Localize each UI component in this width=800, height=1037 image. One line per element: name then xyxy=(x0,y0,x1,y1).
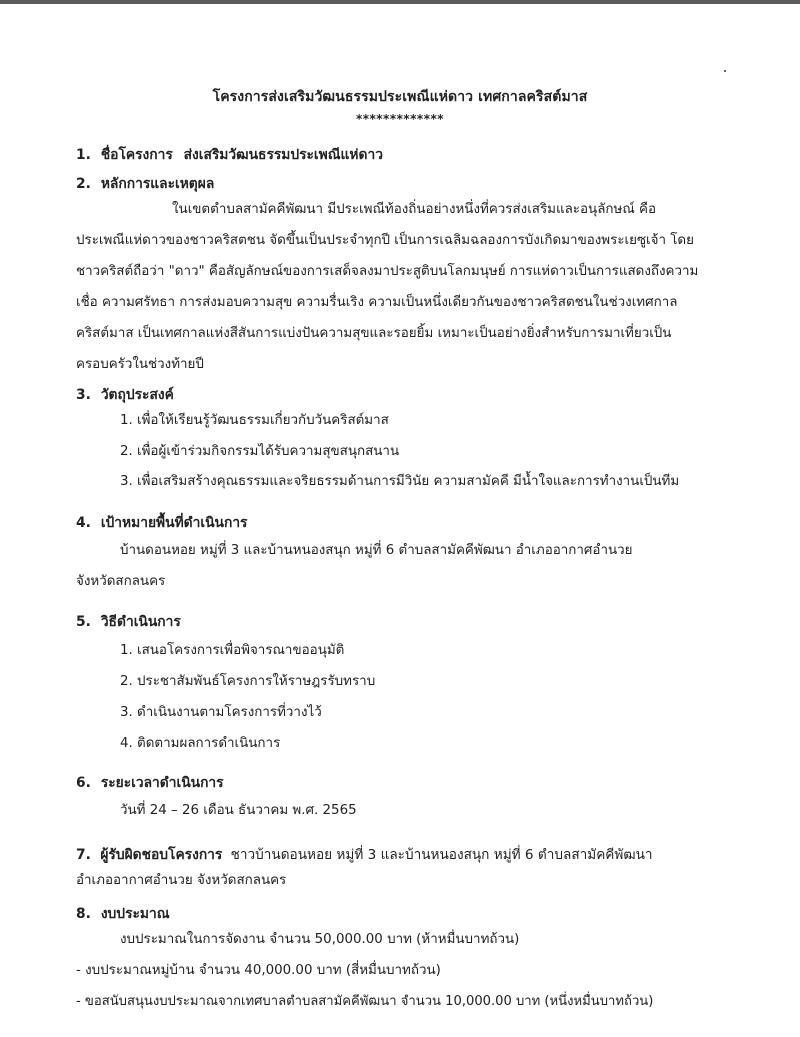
objective-item: 2. เพื่อผู้เข้าร่วมกิจกรรมได้รับความสุขสนุกสนาน xyxy=(120,444,400,459)
method-item: 4. ติดตามผลการดำเนินการ xyxy=(120,736,281,751)
section-6-heading xyxy=(76,774,224,792)
rationale-line: ชาวคริสต์ถือว่า "ดาว" คือสัญลักษณ์ของการเสด็จลงมาประสูติบนโลกมนุษย์ การแห่ดาวเป็นการแสดงถึงความ xyxy=(76,264,699,279)
responsible-text: ชาวบ้านดอนหอย หมู่ที่ 3 และบ้านหนองสนุก หมู่ที่ 6 ตำบลสามัคคีพัฒนา xyxy=(230,847,653,863)
document-title: โครงการส่งเสริมวัฒนธรรมประเพณีแห่ดาว เทศกาลคริสต์มาส xyxy=(212,89,588,105)
section-number: 4. xyxy=(76,515,91,531)
section-number: 1. xyxy=(76,147,91,163)
budget-line: - ขอสนับสนุนงบประมาณจากเทศบาลตำบลสามัคคีพัฒนา จำนวน 10,000.00 บาท (หนึ่งหมื่นบาทถ้วน) xyxy=(76,994,654,1009)
section-8-heading xyxy=(76,905,170,923)
objective-item: 1. เพื่อให้เรียนรู้วัฒนธรรมเกี่ยวกับวันคริสต์มาส xyxy=(120,413,389,428)
target-area-line: บ้านดอนหอย หมู่ที่ 3 และบ้านหนองสนุก หมู่ที่ 6 ตำบลสามัคคีพัฒนา อำเภออากาศอำนวย xyxy=(120,543,633,558)
section-number: 7. xyxy=(76,847,91,863)
method-item: 3. ดำเนินงานตามโครงการที่วางไว้ xyxy=(120,705,322,720)
rationale-line: คริสต์มาส เป็นเทศกาลแห่งสีสันการแบ่งปันความสุขและรอยยิ้ม เหมาะเป็นอย่างยิ่งสำหรับการมาเที่ยวเป็น xyxy=(76,326,672,341)
section-number: 3. xyxy=(76,387,91,403)
section-heading: งบประมาณ xyxy=(100,906,170,922)
section-5-heading xyxy=(76,613,181,631)
section-heading: เป้าหมายพื้นที่ดำเนินการ xyxy=(100,515,248,531)
section-4-heading xyxy=(76,514,247,532)
budget-line: - งบประมาณหมู่บ้าน จำนวน 40,000.00 บาท (สี่หมื่นบาทถ้วน) xyxy=(76,963,441,978)
objective-item: 3. เพื่อเสริมสร้างคุณธรรมและจริยธรรมด้านการมีวินัย ความสามัคคี มีน้ำใจและการทำงานเป็นทีม xyxy=(120,474,680,489)
rationale-line: ในเขตตำบลสามัคคีพัฒนา มีประเพณีท้องถิ่นอย่างหนึ่งที่ควรส่งเสริมและอนุลักษณ์ คือ xyxy=(172,202,657,217)
responsible-text-2: อำเภออากาศอำนวย จังหวัดสกลนคร xyxy=(76,873,287,888)
target-area-line: จังหวัดสกลนคร xyxy=(76,574,166,589)
section-7 xyxy=(76,846,653,864)
section-3-heading xyxy=(76,386,174,404)
section-heading: หลักการและเหตุผล xyxy=(100,176,215,192)
title-separator: ************* xyxy=(355,112,445,126)
section-heading: วิธีดำเนินการ xyxy=(100,614,181,630)
section-heading: ชื่อโครงการ xyxy=(100,147,173,163)
section-heading: ผู้รับผิดชอบโครงการ xyxy=(100,847,223,863)
rationale-line: ครอบครัวในช่วงท้ายปี xyxy=(76,357,204,372)
section-heading: ระยะเวลาดำเนินการ xyxy=(100,775,224,791)
method-item: 2. ประชาสัมพันธ์โครงการให้ราษฎรรับทราบ xyxy=(120,674,376,689)
section-number: 5. xyxy=(76,614,91,630)
project-name: ส่งเสริมวัฒนธรรมประเพณีแห่ดาว xyxy=(183,147,383,163)
method-item: 1. เสนอโครงการเพื่อพิจารณาขออนุมัติ xyxy=(120,643,345,658)
rationale-line: เชื่อ ความศรัทธา การส่งมอบความสุข ความรื่นเริง ความเป็นหนึ่งเดียวกันของชาวคริสตชนในช่วงเทศกาล xyxy=(76,295,678,310)
section-2-heading xyxy=(76,175,214,193)
duration-text: วันที่ 24 – 26 เดือน ธันวาคม พ.ศ. 2565 xyxy=(120,803,357,818)
rationale-line: ประเพณีแห่ดาวของชาวคริสตชน จัดขึ้นเป็นประจำทุกปี เป็นการเฉลิมฉลองการบังเกิดมาของพระเยซูเจ้า โดย xyxy=(76,233,694,248)
section-1 xyxy=(76,146,383,164)
section-number: 6. xyxy=(76,775,91,791)
section-number: 8. xyxy=(76,906,91,922)
section-number: 2. xyxy=(76,176,91,192)
budget-line: งบประมาณในการจัดงาน จำนวน 50,000.00 บาท (ห้าหมื่นบาทถ้วน) xyxy=(120,932,520,947)
section-heading: วัตถุประสงค์ xyxy=(100,387,174,403)
